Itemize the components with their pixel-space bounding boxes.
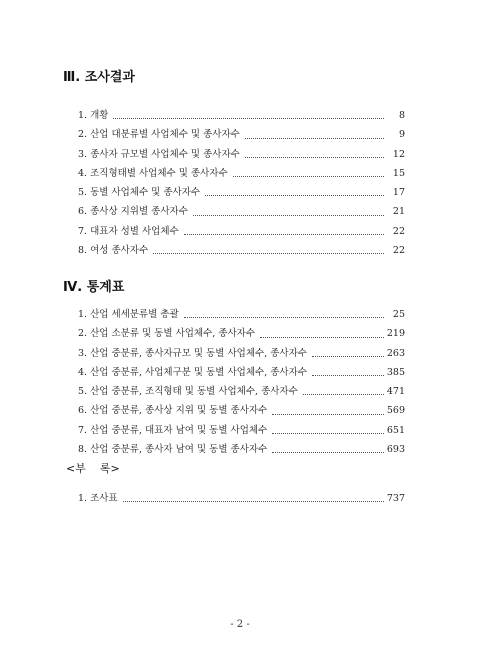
toc-entry-label: 3. 산업 중분류, 종사자규모 및 동별 사업체수, 종사자수 [78,347,307,359]
toc-entry-page-number: 22 [392,225,405,237]
toc-entry-page-number: 25 [392,309,405,320]
toc-dot-leader [245,157,384,158]
toc-entry-label: 6. 산업 중분류, 종사상 지위 및 동별 종사자수 [78,405,268,417]
toc-dot-leader [205,195,384,196]
toc-entry-label: 6. 종사상 지위별 종사자수 [78,206,188,218]
toc-dot-leader [272,433,384,434]
toc-dot-leader [245,138,384,139]
toc-entry-page-number: 737 [386,493,405,504]
toc-entry-label: 2. 산업 대분류별 사업체수 및 종사자수 [78,129,240,141]
toc-entry [78,306,405,325]
toc-entry-page-number: 385 [386,366,405,378]
page-number: - 2 - [230,619,250,630]
toc-entry-label: 8. 산업 중분류, 종사자 남여 및 동별 종사자수 [78,444,268,456]
toc-entry-label: 7. 대표자 성별 사업체수 [78,225,179,237]
toc-entry-label: 5. 산업 중분류, 조직형태 및 동별 사업체수, 종사자수 [78,386,298,398]
toc-entry-page-number: 219 [386,328,405,340]
section-4-toc-list [78,306,405,460]
toc-entry [78,184,405,203]
toc-entry-label: 7. 산업 중분류, 대표자 남여 및 동별 사업체수 [78,424,268,436]
toc-entry-label: 1. 개황 [78,110,109,121]
toc-dot-leader [312,356,384,357]
section-3-title: Ⅲ. 조사결과 [63,70,135,85]
toc-dot-leader [272,452,384,453]
toc-dot-leader [260,337,384,338]
toc-entry [78,203,405,222]
toc-entry-label: 3. 종사자 규모별 사업체수 및 종사자수 [78,148,240,160]
toc-entry-label: 1. 산업 세세분류별 총괄 [78,309,179,320]
toc-entry [78,126,405,145]
toc-dot-leader [312,375,384,376]
toc-entry-page-number: 471 [386,386,405,398]
toc-dot-leader [303,394,384,395]
toc-entry-page-number: 263 [386,347,405,359]
toc-entry [78,325,405,344]
toc-entry [78,383,405,402]
toc-entry-page-number: 569 [386,405,405,417]
toc-dot-leader [184,317,384,318]
toc-entry [78,364,405,383]
toc-dot-leader [113,118,384,119]
toc-entry-page-number: 8 [398,110,405,121]
toc-entry [78,402,405,421]
toc-dot-leader [193,215,384,216]
toc-entry [78,107,405,126]
toc-entry [78,490,405,509]
toc-entry-label: 4. 조직형태별 사업체수 및 종사자수 [78,167,228,179]
toc-entry [78,146,405,165]
toc-entry [78,165,405,184]
section-3-toc-list [78,107,405,261]
appendix-toc-list [78,490,405,509]
appendix-title: <부 록> [66,462,120,475]
section-4-title: Ⅳ. 통계표 [63,280,125,295]
toc-entry-label: 5. 동별 사업체수 및 종사자수 [78,187,201,199]
toc-dot-leader [123,501,384,502]
toc-entry [78,422,405,441]
toc-entry [78,242,405,261]
toc-entry-page-number: 17 [392,187,405,199]
toc-dot-leader [233,176,384,177]
toc-entry-page-number: 651 [386,424,405,436]
toc-entry-label: 4. 산업 중분류, 사업체구분 및 동별 사업체수, 종사자수 [78,366,307,378]
toc-entry-page-number: 22 [392,245,405,257]
toc-entry [78,345,405,364]
toc-entry [78,441,405,460]
toc-entry [78,223,405,242]
toc-entry-page-number: 9 [398,129,405,141]
toc-entry-page-number: 15 [392,167,405,179]
toc-dot-leader [272,414,384,415]
toc-entry-page-number: 693 [386,444,405,456]
toc-entry-label: 8. 여성 종사자수 [78,245,149,257]
toc-dot-leader [184,234,384,235]
toc-entry-page-number: 12 [392,148,405,160]
toc-entry-label: 2. 산업 소분류 및 동별 사업체수, 종사자수 [78,328,256,340]
toc-dot-leader [153,253,384,254]
toc-entry-label: 1. 조사표 [78,493,118,504]
toc-entry-page-number: 21 [392,206,405,218]
